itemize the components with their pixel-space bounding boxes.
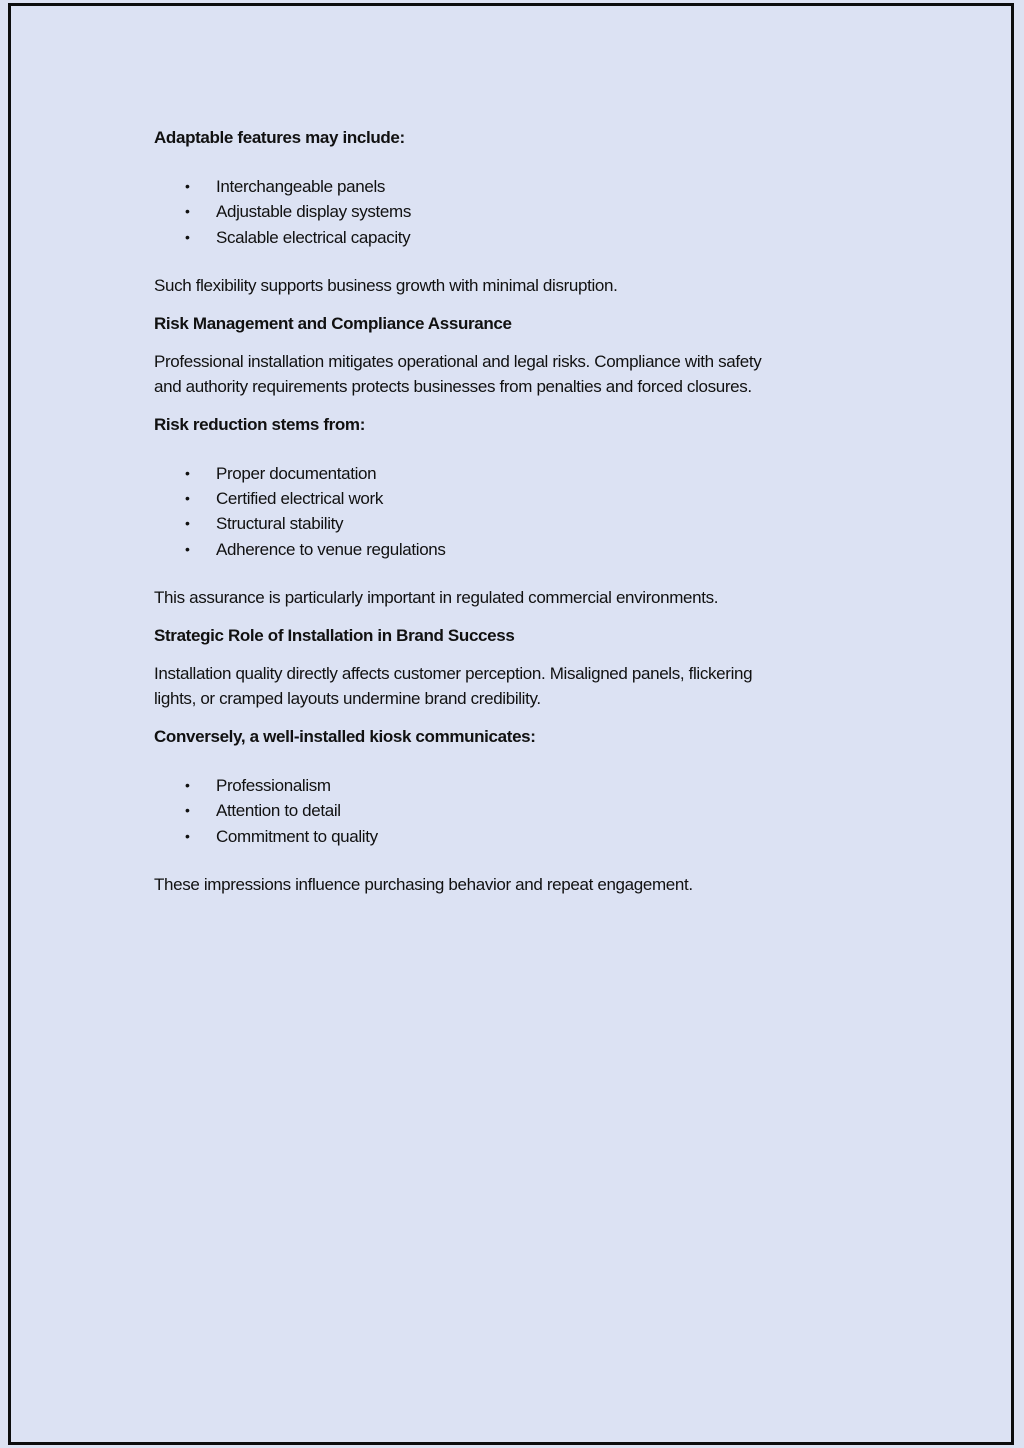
heading-risk-management: Risk Management and Compliance Assurance <box>154 313 512 333</box>
list-item <box>154 225 894 250</box>
paragraph-installation-quality <box>154 661 894 711</box>
bullet-icon: • <box>185 777 190 794</box>
list-item <box>154 199 894 224</box>
risk-reduction-list <box>154 461 894 562</box>
list-item-text: Professionalism <box>216 776 331 796</box>
paragraph-line: Installation quality directly affects customer perception. Misaligned panels, flickering <box>154 664 753 684</box>
adaptable-features-list <box>154 174 894 250</box>
paragraph-line: Professional installation mitigates operational and legal risks. Compliance with safety <box>154 351 762 371</box>
paragraph-risk-management <box>154 349 894 399</box>
paragraph-impressions: These impressions influence purchasing behavior and repeat engagement. <box>154 874 693 894</box>
paragraph-line: lights, or cramped layouts undermine brand credibility. <box>154 689 541 709</box>
paragraph-line: and authority requirements protects businesses from penalties and forced closures. <box>154 376 752 396</box>
list-item <box>154 773 894 798</box>
list-item <box>154 511 894 536</box>
list-item-text: Adherence to venue regulations <box>216 539 446 559</box>
list-item-text: Structural stability <box>216 514 344 534</box>
bullet-icon: • <box>185 515 190 532</box>
list-item <box>154 537 894 562</box>
list-item-text: Proper documentation <box>216 463 377 483</box>
paragraph-assurance: This assurance is particularly important in regulated commercial environments. <box>154 588 719 608</box>
bullet-icon: • <box>185 203 190 220</box>
bullet-icon: • <box>185 228 190 245</box>
list-item-text: Attention to detail <box>216 801 341 821</box>
heading-adaptable-features: Adaptable features may include: <box>154 128 405 147</box>
heading-strategic-role: Strategic Role of Installation in Brand Success <box>154 626 515 646</box>
list-item <box>154 824 894 849</box>
bullet-icon: • <box>185 827 190 844</box>
document-body <box>154 125 894 897</box>
list-item-text: Scalable electrical capacity <box>216 227 411 247</box>
list-item-text: Adjustable display systems <box>216 202 411 222</box>
bullet-icon: • <box>185 178 190 194</box>
list-item-text: Certified electrical work <box>216 489 383 509</box>
kiosk-communicates-list <box>154 773 894 849</box>
bullet-icon: • <box>185 802 190 819</box>
bullet-icon: • <box>185 540 190 557</box>
list-item <box>154 486 894 511</box>
heading-kiosk-communicates: Conversely, a well-installed kiosk communicates: <box>154 727 536 747</box>
list-item-text: Interchangeable panels <box>216 177 386 196</box>
list-item <box>154 798 894 823</box>
paragraph-flexibility: Such flexibility supports business growth with minimal disruption. <box>154 275 618 295</box>
bullet-icon: • <box>185 464 190 481</box>
list-item-text: Commitment to quality <box>216 826 378 846</box>
list-item <box>154 174 894 199</box>
bullet-icon: • <box>185 490 190 507</box>
heading-risk-reduction: Risk reduction stems from: <box>154 414 366 434</box>
list-item <box>154 461 894 486</box>
